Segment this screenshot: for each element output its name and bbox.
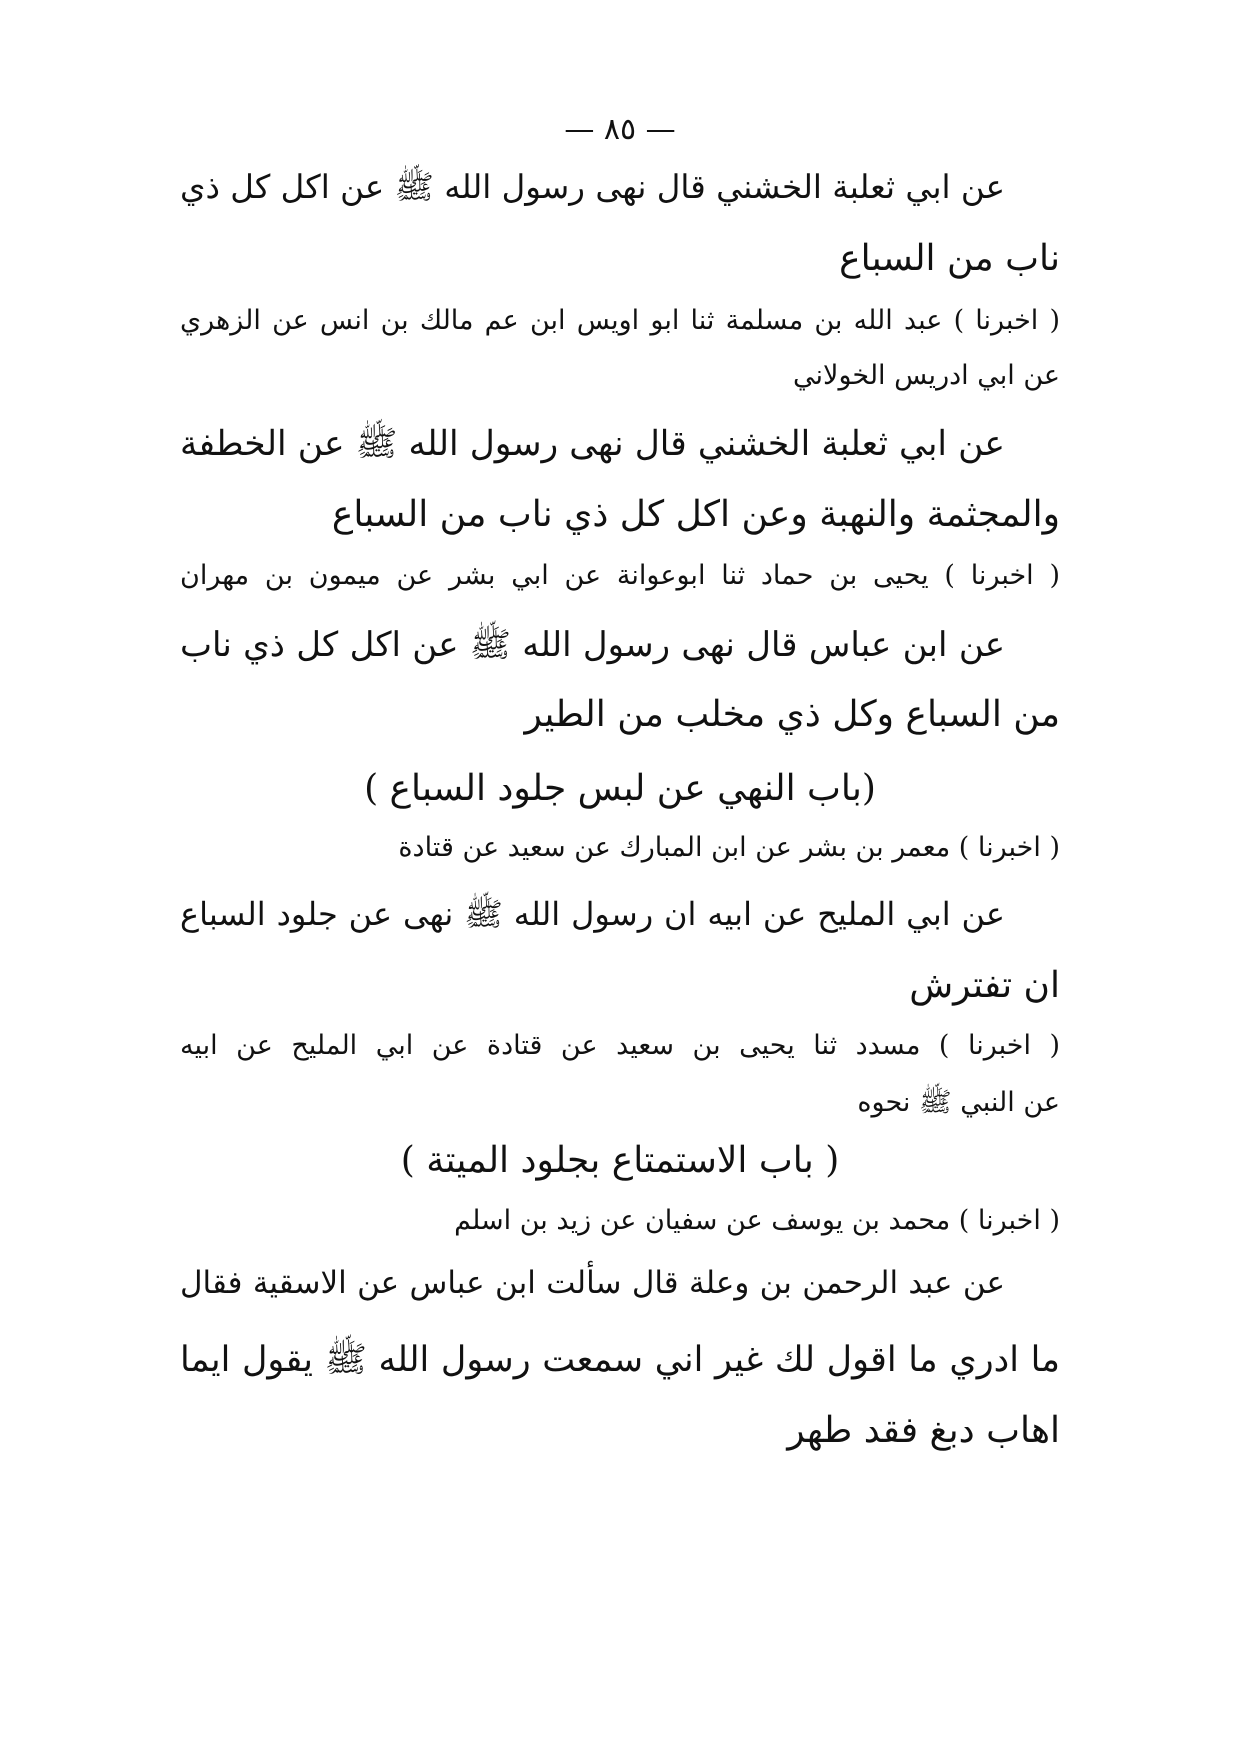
chain-line-4: ( اخبرنا ) معمر بن بشر عن ابن المبارك عن سعيد عن قتادة [398,832,1060,863]
chain-line-7: ( اخبرنا ) محمد بن يوسف عن سفيان عن زيد بن اسلم [454,1205,1060,1236]
chain-line-6: عن النبي ﷺ نحوه [857,1087,1060,1118]
text-line-11: اهاب دبغ فقد طهر [787,1410,1060,1451]
text-line-2: ناب من السباع [839,238,1060,279]
chapter-heading-1: (باب النهي عن لبس جلود السباع ) [364,768,876,809]
text-line-8: ان تفترش [909,965,1060,1006]
text-line-1: عن ابي ثعلبة الخشني قال نهى رسول الله ﷺ عن اكل كل ذي [180,168,1005,206]
text-line-6: من السباع وكل ذي مخلب من الطير [524,694,1060,735]
chain-line-3: ( اخبرنا ) يحيى بن حماد ثنا ابوعوانة عن ابي بشر عن ميمون بن مهران [180,560,1060,591]
chain-line-2: عن ابي ادريس الخولاني [793,360,1060,391]
text-line-4: والمجثمة والنهبة وعن اكل كل ذي ناب من السباع [331,494,1060,535]
text-line-10: ما ادري ما اقول لك غير اني سمعت رسول الله ﷺ يقول ايما [180,1340,1060,1380]
page-number: — ٨٥ — [564,112,676,147]
chain-line-5: ( اخبرنا ) مسدد ثنا يحيى بن سعيد عن قتادة عن ابي المليح عن ابيه [180,1030,1060,1061]
text-line-5: عن ابن عباس قال نهى رسول الله ﷺ عن اكل كل ذي ناب [180,625,1005,665]
text-line-7: عن ابي المليح عن ابيه ان رسول الله ﷺ نهى عن جلود السباع [180,895,1005,933]
chapter-heading-2: ( باب الاستمتاع بجلود الميتة ) [400,1140,840,1181]
chain-line-1: ( اخبرنا ) عبد الله بن مسلمة ثنا ابو اويس ابن عم مالك بن انس عن الزهري [180,305,1060,336]
text-line-9: عن عبد الرحمن بن وعلة قال سألت ابن عباس عن الاسقية فقال [180,1265,1005,1301]
text-line-3: عن ابي ثعلبة الخشني قال نهى رسول الله ﷺ عن الخطفة [180,424,1005,464]
